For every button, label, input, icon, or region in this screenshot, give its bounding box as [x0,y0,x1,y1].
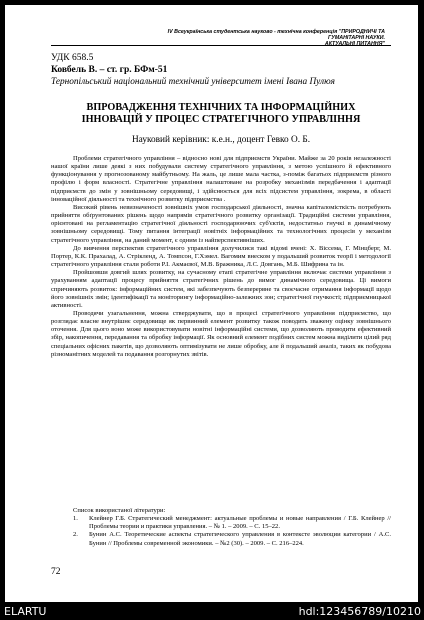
reference-number: 2. [73,531,78,539]
conference-header-line-1: IV Всеукраїнська студентська науково - технічна конференція "ПРИРОДНИЧІ ТА ГУМАНІТАРНІ НАУКИ. [167,29,385,42]
reference-item [51,515,391,531]
udk-code: УДК 658.5 [51,53,94,63]
article-body [51,155,391,359]
repository-label: ELARTU [4,605,47,618]
reference-text: Бунин А.С. Теоретические аспекты стратегического управления в контексте эволюции категории / А.С. Бунин // Проблемы современной экономики. – №2 (30). – 2009. – С. 216–224. [89,531,391,547]
paragraph: Проблеми стратегічного управління – відносно нові для підприємств України. Майже за 20 років незалежності нашої країни лише деякі з них побудували систему стратегічного управління, з метою успішного й ефективного функціонування у прогнозованому майбутньому. На жаль, це лише мала частка, з-поміж багатьох підприємств різного профілю і форм власності. Стратегічне управління налаштоване на розробку механізмів передбачення і адаптації підприємств до змін у зовнішньому середовищі, і здійснюється для всіх підсистем управління, зокрема, в області інноваційної діяльності та технічного розвитку підприємства . [51,155,391,203]
references-section [51,507,391,548]
paragraph: Пройшовши довгий шлях розвитку, на сучасному етапі стратегічне управління включає системи управління з урахуванням адаптації процесу прийняття стратегічних рішень до вимог динамічного середовища. Ці вимоги спричиняють розвиток: інформаційних систем, які забезпечують безперервне та своєчасне отримання інформації щодо його зовнішніх змін; ідентифікації та моніторингу інформаційно-залежних зон; стратегічної гнучкості; підприємницької активності. [51,269,391,309]
article-title-line-1: ВПРОВАДЖЕННЯ ТЕХНІЧНИХ ТА ІНФОРМАЦІЙНИХ [86,102,356,113]
document-page [5,5,418,602]
page-number: 72 [51,567,61,577]
reference-item [51,531,391,547]
conference-header-line-2: АКТУАЛЬНІ ПИТАННЯ" [324,41,385,48]
reference-number: 1. [73,515,78,523]
article-title [51,102,391,126]
article-title-line-2: ІННОВАЦІЙ У ПРОЦЕС СТРАТЕГІЧНОГО УПРАВЛІННЯ [81,114,361,125]
paragraph: Проводячи узагальнення, можна стверджувати, що в процесі стратегічного управління підприємство, що розглядає власне внутрішнє середовище як первинний елемент розвитку також поводить зважену оцінку зовнішнього оточення. Для цього воно може використовувати новітні інформаційні системи, що дозволяють проводити ефективний збір, накопичення, передавання та обробку інформації. Як основний елемент подібних систем можна виділити цілий ряд спеціальних офісних пакетів, що дозволяють оптимізувати не лише обробку, але й подальший аналіз, таких як побудова різноманітних моделей та подавання розгорнутих звітів. [51,309,391,358]
paragraph: До вивчення перспектив стратегічного управління долучилися такі відомі вчені: Х. Віссема, Г. Мінцберг, М. Портер, К.К. Прахалад, А. Стрікленд, А. Томпсон, Г.Хэмел. Вагомим внеском у подальший розвиток теорії і методології стратегічного управління стали роботи Р.І. Акмаєвої, М.В. Бражника, Л.С. Довгань, М.Б. Шифрина та ін. [51,244,391,269]
scientific-supervisor: Науковий керівник: к.е.н., доцент Гевко О. Б. [131,135,311,145]
references-heading: Список використаної літератури: [73,507,166,514]
handle-identifier: hdl:123456789/10210 [298,605,421,618]
header-rule [51,45,391,46]
author-line: Ковбель В. – ст. гр. БФм-51 [51,65,168,75]
paragraph: Високий рівень невизначеності зовнішніх умов господарської діяльності, значна капіталомісткість потребують прийняття обґрунтованих рішень щодо напрямів стратегічного розвитку організації. Традиційні системи управління, орієнтовані на регламентацію стратегічної діяльності господарюючих суб'єктів, недостатньо гнучкі в динамічному зовнішньому середовищі. Тому питання інтеграції новітніх інформаційних та технологічних процесів у механізм стратегічного управління, на даний момент, є одним із найперспективніших. [51,203,391,244]
reference-text: Клейнер Г.Б. Стратегический менеджмент: актуальные проблемы и новые направления / Г.Б. Клейнер // Проблемы теории и практики управления. – № 1. – 2009. – С. 15–22. [89,515,391,531]
university-affiliation: Тернопільський національний технічний університет імені Івана Пулюя [51,77,335,87]
